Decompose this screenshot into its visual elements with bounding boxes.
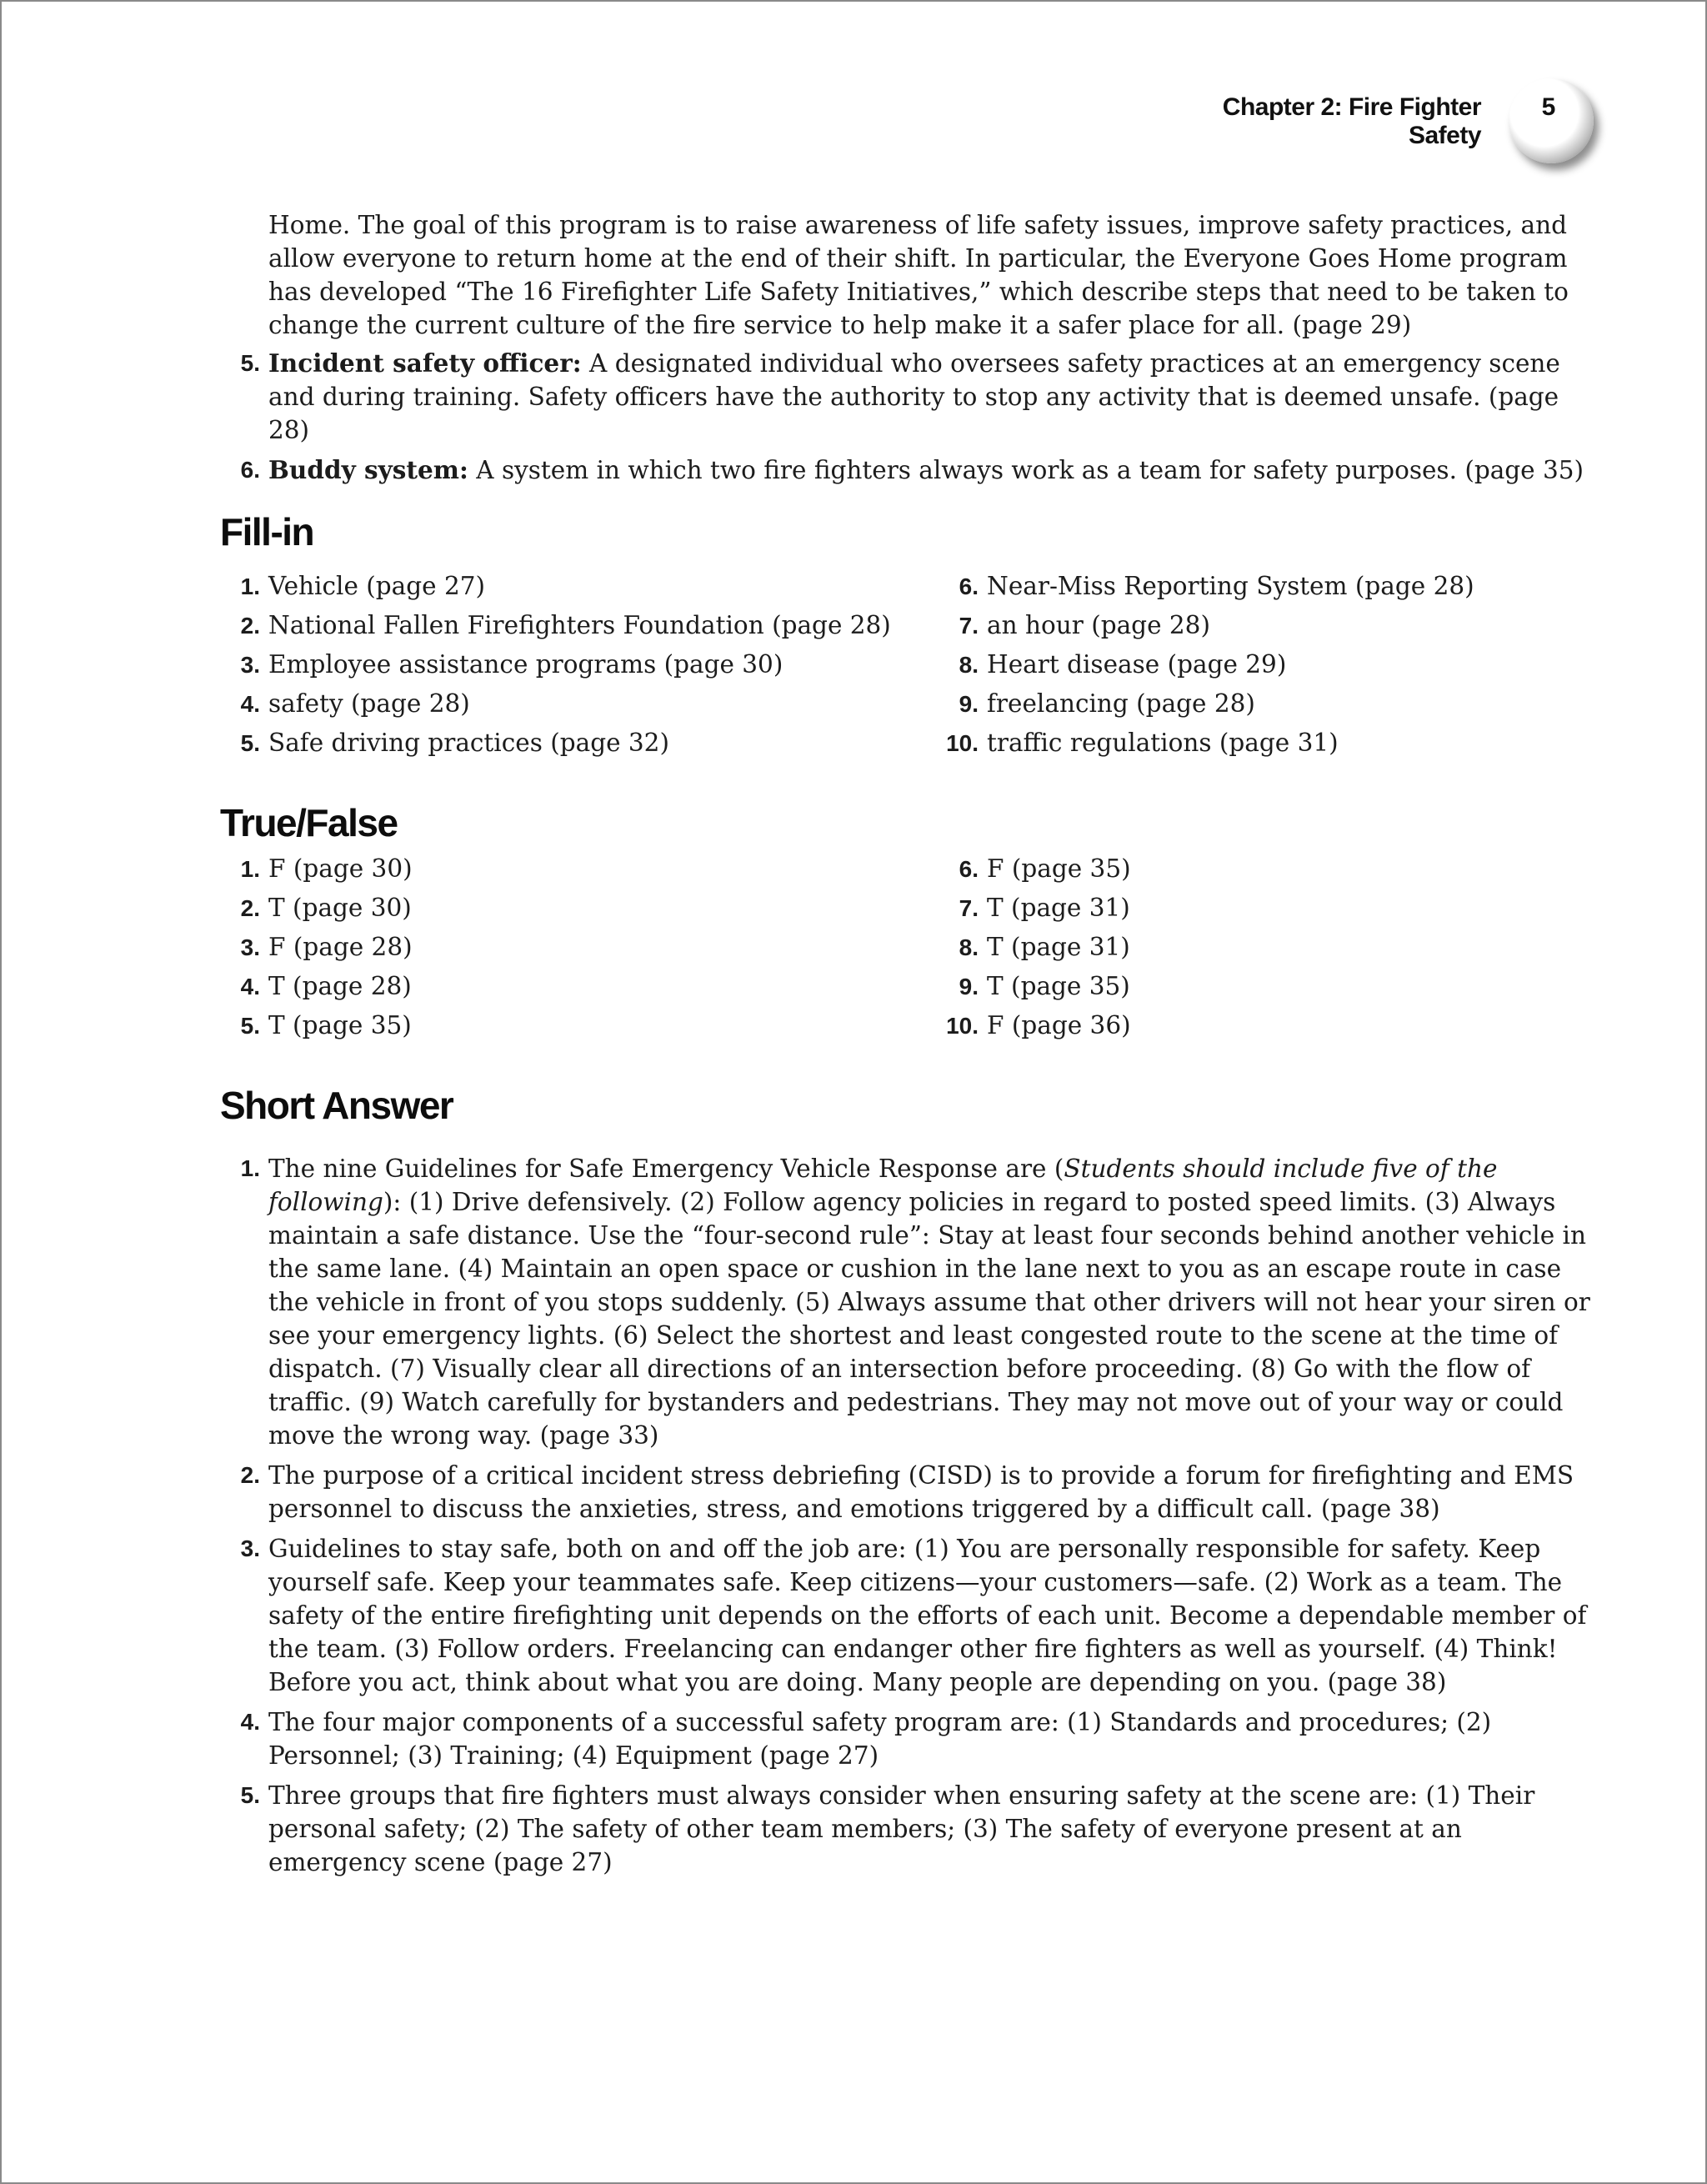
list-item xyxy=(220,567,939,606)
running-head: Chapter 2: Fire Fighter Safety xyxy=(1222,93,1481,149)
item-number: 1. xyxy=(240,856,260,882)
item-text: F (page 35) xyxy=(987,854,1131,883)
item-text: Heart disease (page 29) xyxy=(987,650,1287,679)
item-number: 2. xyxy=(240,1462,260,1488)
definition-text: A system in which two fire fighters always work as a team for safety purposes. (page 35) xyxy=(468,456,1584,484)
true-false-right-column xyxy=(939,849,1595,1045)
list-item xyxy=(939,849,1595,889)
item-number: 6. xyxy=(240,457,260,483)
item-text-italic: Students should include five of the following xyxy=(268,1155,1498,1216)
item-number: 1. xyxy=(240,574,260,599)
item-text: T (page 31) xyxy=(987,894,1130,922)
item-text: Three groups that fire fighters must always consider when ensuring safety at the scene are: (1) Their personal safety; (2) The safety of other team members; (3) The safety of everyone present at an emergency scene (page 27) xyxy=(268,1781,1535,1876)
list-item xyxy=(220,684,939,724)
list-item xyxy=(220,606,939,645)
item-text: F (page 30) xyxy=(268,854,413,883)
list-item xyxy=(939,1006,1595,1045)
item-text: Safe driving practices (page 32) xyxy=(268,729,669,757)
list-item xyxy=(220,1459,1595,1525)
list-item xyxy=(220,967,939,1006)
list-item xyxy=(939,606,1595,645)
fill-in-answers xyxy=(220,567,1595,763)
item-number: 2. xyxy=(240,613,260,639)
item-text-lead: The nine Guidelines for Safe Emergency Vehicle Response are ( xyxy=(268,1155,1064,1183)
item-number: 9. xyxy=(959,691,979,717)
item-text: Near-Miss Reporting System (page 28) xyxy=(987,572,1474,600)
short-answer-heading: Short Answer xyxy=(220,1084,453,1127)
short-answer-list xyxy=(220,1152,1595,1879)
item-number: 5. xyxy=(240,350,260,376)
list-item xyxy=(220,889,939,928)
item-text: Employee assistance programs (page 30) xyxy=(268,650,783,679)
list-item xyxy=(220,724,939,763)
definition-term: Buddy system: xyxy=(268,455,468,484)
item-text: National Fallen Firefighters Foundation (page 28) xyxy=(268,611,891,639)
item-number: 9. xyxy=(959,974,979,999)
continued-paragraph: Home. The goal of this program is to raise awareness of life safety issues, improve safety practices, and allow everyone to return home at the end of their shift. In particular, the Everyone Goes Home program has developed “The 16 Firefighter Life Safety Initiatives,” which describe steps that need to be taken to change the current culture of the fire service to help make it a safer place for all. (page 29) xyxy=(268,211,1569,339)
item-text: traffic regulations (page 31) xyxy=(987,729,1339,757)
list-item xyxy=(220,1152,1595,1452)
list-item xyxy=(220,1006,939,1045)
item-number: 5. xyxy=(240,1013,260,1039)
item-number: 3. xyxy=(240,652,260,678)
item-number: 3. xyxy=(240,934,260,960)
item-number: 6. xyxy=(959,856,979,882)
true-false-left-column xyxy=(220,849,939,1045)
list-item xyxy=(220,1706,1595,1772)
item-text: T (page 30) xyxy=(268,894,412,922)
list-item xyxy=(939,928,1595,967)
fill-in-right-column xyxy=(939,567,1595,763)
item-number: 1. xyxy=(240,1155,260,1181)
fill-in-heading: Fill-in xyxy=(220,510,314,554)
list-item xyxy=(220,1779,1595,1879)
item-text: Vehicle (page 27) xyxy=(268,572,486,600)
item-text: freelancing (page 28) xyxy=(987,689,1255,718)
list-item xyxy=(220,849,939,889)
item-text: The four major components of a successful safety program are: (1) Standards and procedures; (2) Personnel; (3) Training; (4) Equipment (page 27) xyxy=(268,1708,1492,1770)
item-text-rest: ): (1) Drive defensively. (2) Follow agency policies in regard to posted speed limits. (3) Always maintain a safe distance. Use the “four-second rule”: Stay at least four seconds behind another vehicle in the same lane. (4) Maintain an open space or cushion in the lane next to you as an escape route in case the vehicle in front of you stops suddenly. (5) Always assume that other drivers will not hear your siren or see your emergency lights. (6) Select the shortest and least congested route to the scene at the time of dispatch. (7) Visually clear all directions of an intersection before proceeding. (8) Go with the flow of traffic. (9) Watch carefully for bystanders and pedestrians. They may not move out of your way or could move the wrong way. (page 33) xyxy=(268,1188,1590,1450)
list-item xyxy=(939,645,1595,684)
item-number: 7. xyxy=(959,895,979,921)
item-number: 10. xyxy=(946,730,979,756)
item-number: 5. xyxy=(240,730,260,756)
item-text: T (page 28) xyxy=(268,972,412,1000)
list-item xyxy=(939,684,1595,724)
item-text: T (page 31) xyxy=(987,933,1130,961)
item-text: The purpose of a critical incident stress debriefing (CISD) is to provide a forum for firefighting and EMS personnel to discuss the anxieties, stress, and emotions triggered by a difficult call. (page 38) xyxy=(268,1461,1574,1523)
item-text: F (page 28) xyxy=(268,933,413,961)
fill-in-left-column xyxy=(220,567,939,763)
item-number: 6. xyxy=(959,574,979,599)
item-number: 8. xyxy=(959,934,979,960)
item-text: T (page 35) xyxy=(987,972,1130,1000)
item-number: 8. xyxy=(959,652,979,678)
page-content xyxy=(220,208,1595,1886)
item-text: Guidelines to stay safe, both on and off the job are: (1) You are personally responsible for safety. Keep yourself safe. Keep your teammates safe. Keep citizens—your customers—safe. (2) Work as a team. The safety of the entire firefighting unit depends on the efforts of each unit. Become a dependable member of the team. (3) Follow orders. Freelancing can endanger other fire fighters as well as yourself. (4) Think! Before you act, think about what you are doing. Many people are depending on you. (page 38) xyxy=(268,1535,1587,1696)
item-text: an hour (page 28) xyxy=(987,611,1210,639)
definition-item xyxy=(220,453,1595,487)
definition-item xyxy=(220,347,1595,447)
list-item xyxy=(220,645,939,684)
item-number: 5. xyxy=(240,1782,260,1808)
definition-text: A designated individual who oversees safety practices at an emergency scene and during training. Safety officers have the authority to stop any activity that is deemed unsafe. (page 28) xyxy=(268,349,1560,444)
list-item xyxy=(939,889,1595,928)
item-number: 2. xyxy=(240,895,260,921)
item-text: T (page 35) xyxy=(268,1011,412,1039)
definition-term: Incident safety officer: xyxy=(268,348,582,378)
item-number: 4. xyxy=(240,691,260,717)
item-number: 10. xyxy=(946,1013,979,1039)
list-item xyxy=(220,1532,1595,1699)
item-number: 4. xyxy=(240,974,260,999)
item-number: 7. xyxy=(959,613,979,639)
list-item xyxy=(220,928,939,967)
item-text: safety (page 28) xyxy=(268,689,470,718)
page-number: 5 xyxy=(1541,93,1556,121)
list-item xyxy=(939,967,1595,1006)
item-text: F (page 36) xyxy=(987,1011,1131,1039)
list-item xyxy=(939,724,1595,763)
true-false-answers xyxy=(220,849,1595,1045)
list-item xyxy=(939,567,1595,606)
true-false-heading: True/False xyxy=(220,801,398,844)
definitions-list xyxy=(220,347,1595,487)
item-number: 3. xyxy=(240,1535,260,1561)
item-number: 4. xyxy=(240,1709,260,1735)
